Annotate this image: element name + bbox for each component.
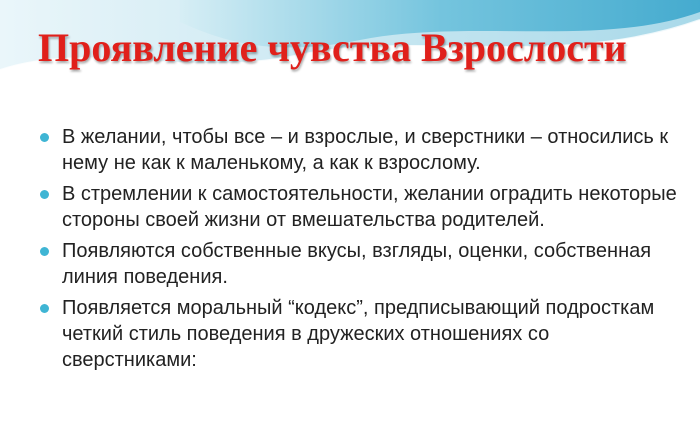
slide-title: Проявление чувства Взрослости [38,25,627,70]
bullet-text: Появляется моральный “кодекс”, предписывающий подросткам четкий стиль поведения в дружеских отношениях со сверстниками: [62,297,655,371]
bullet-icon [40,133,49,142]
list-item [38,295,678,373]
bullet-icon [40,190,49,199]
bullet-list [38,124,678,378]
list-item [38,181,678,233]
list-item [38,124,678,176]
bullet-text: В желании, чтобы все – и взрослые, и сверстники – относились к нему не как к маленькому, а как к взрослому. [62,126,669,174]
list-item [38,238,678,290]
bullet-icon [40,304,49,313]
bullet-text: Появляются собственные вкусы, взгляды, оценки, собственная линия поведения. [62,240,652,288]
bullet-text: В стремлении к самостоятельности, желании оградить некоторые стороны своей жизни от вмешательства родителей. [62,183,677,231]
bullet-icon [40,247,49,256]
